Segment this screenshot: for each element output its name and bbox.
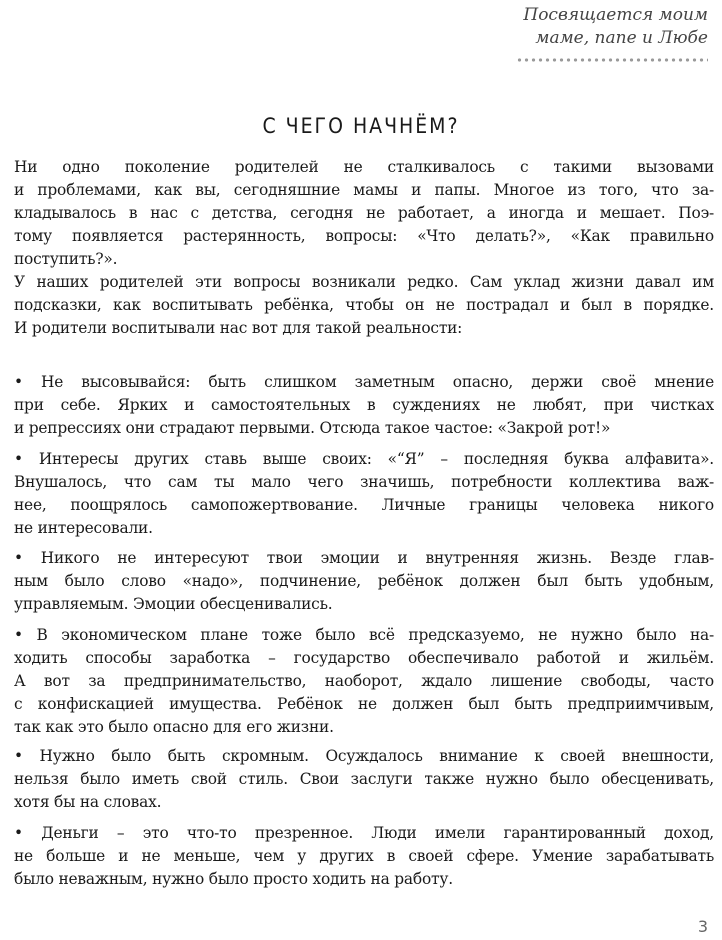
chapter-title: С ЧЕГО НАЧНЁМ? xyxy=(262,114,460,138)
dedication-line: маме, папе и Любе xyxy=(535,28,708,48)
text-line: управляемым. Эмоции обесценивались. xyxy=(14,594,333,613)
text-line: поступить?». xyxy=(14,249,118,268)
text-line: подсказки, как воспитывать ребёнка, чтобы он не пострадал и был в порядке. xyxy=(14,295,714,314)
text-line: так как это было опасно для его жизни. xyxy=(14,717,334,736)
dotted-divider xyxy=(516,58,708,62)
text-line: • Никого не интересуют твои эмоции и внутренняя жизнь. Везде глав- xyxy=(14,549,714,567)
text-line: тому появляется растерянность, вопросы: «Что делать?», «Как правильно xyxy=(14,226,714,245)
text-line: • Не высовывайся: быть слишком заметным опасно, держи своё мнение xyxy=(14,373,714,391)
text-line: • Нужно было быть скромным. Осуждалось внимание к своей внешности, xyxy=(14,747,714,765)
text-line: ным было слово «надо», подчинение, ребёнок должен был быть удобным, xyxy=(14,571,714,590)
text-line: не интересовали. xyxy=(14,518,153,537)
text-line: кладывалось в нас с детства, сегодня не работает, а иногда и мешает. Поэ- xyxy=(14,203,714,222)
text-line: • Интересы других ставь выше своих: «“Я” – последняя буква алфавита». xyxy=(14,450,714,468)
bullet-item xyxy=(14,822,714,891)
bullet-item xyxy=(14,745,714,814)
text-line: Внушалось, что сам ты мало чего значишь, потребности коллектива важ- xyxy=(14,472,714,491)
paragraph-intro xyxy=(14,156,714,270)
bullet-item xyxy=(14,624,714,738)
text-line: Ни одно поколение родителей не сталкивалось с такими вызовами xyxy=(14,158,714,176)
text-line: нее, поощрялось самопожертвование. Личные границы человека никого xyxy=(14,495,714,514)
text-line: А вот за предпринимательство, наоборот, ждало лишение свободы, часто xyxy=(14,671,714,690)
text-line: с конфискацией имущества. Ребёнок не должен был быть предприимчивым, xyxy=(14,694,714,713)
text-line: и репрессиях они страдают первыми. Отсюда такое частое: «Закрой рот!» xyxy=(14,418,611,437)
text-line: ходить способы заработка – государство обеспечивало работой и жильём. xyxy=(14,648,714,667)
bullet-item xyxy=(14,448,714,540)
text-line: при себе. Ярких и самостоятельных в суждениях не любят, при чистках xyxy=(14,395,714,414)
text-line: • В экономическом плане тоже было всё предсказуемо, не нужно было на- xyxy=(14,626,714,644)
page-number: 3 xyxy=(697,917,708,936)
bullet-item xyxy=(14,547,714,616)
text-line: было неважным, нужно было просто ходить на работу. xyxy=(14,869,453,888)
text-line: • Деньги – это что-то презренное. Люди имели гарантированный доход, xyxy=(14,824,714,842)
dedication-line: Посвящается моим xyxy=(523,5,708,25)
text-line: и проблемами, как вы, сегодняшние мамы и папы. Многое из того, что за- xyxy=(14,180,714,199)
text-line: И родители воспитывали нас вот для такой реальности: xyxy=(14,318,463,337)
dedication xyxy=(523,4,708,50)
paragraph-parents xyxy=(14,271,714,340)
bullet-item xyxy=(14,371,714,440)
text-line: У наших родителей эти вопросы возникали редко. Сам уклад жизни давал им xyxy=(14,273,714,291)
text-line: хотя бы на словах. xyxy=(14,792,162,811)
text-line: нельзя было иметь свой стиль. Свои заслуги также нужно было обесценивать, xyxy=(14,769,714,788)
text-line: не больше и не меньше, чем у других в своей сфере. Умение зарабатывать xyxy=(14,846,714,865)
